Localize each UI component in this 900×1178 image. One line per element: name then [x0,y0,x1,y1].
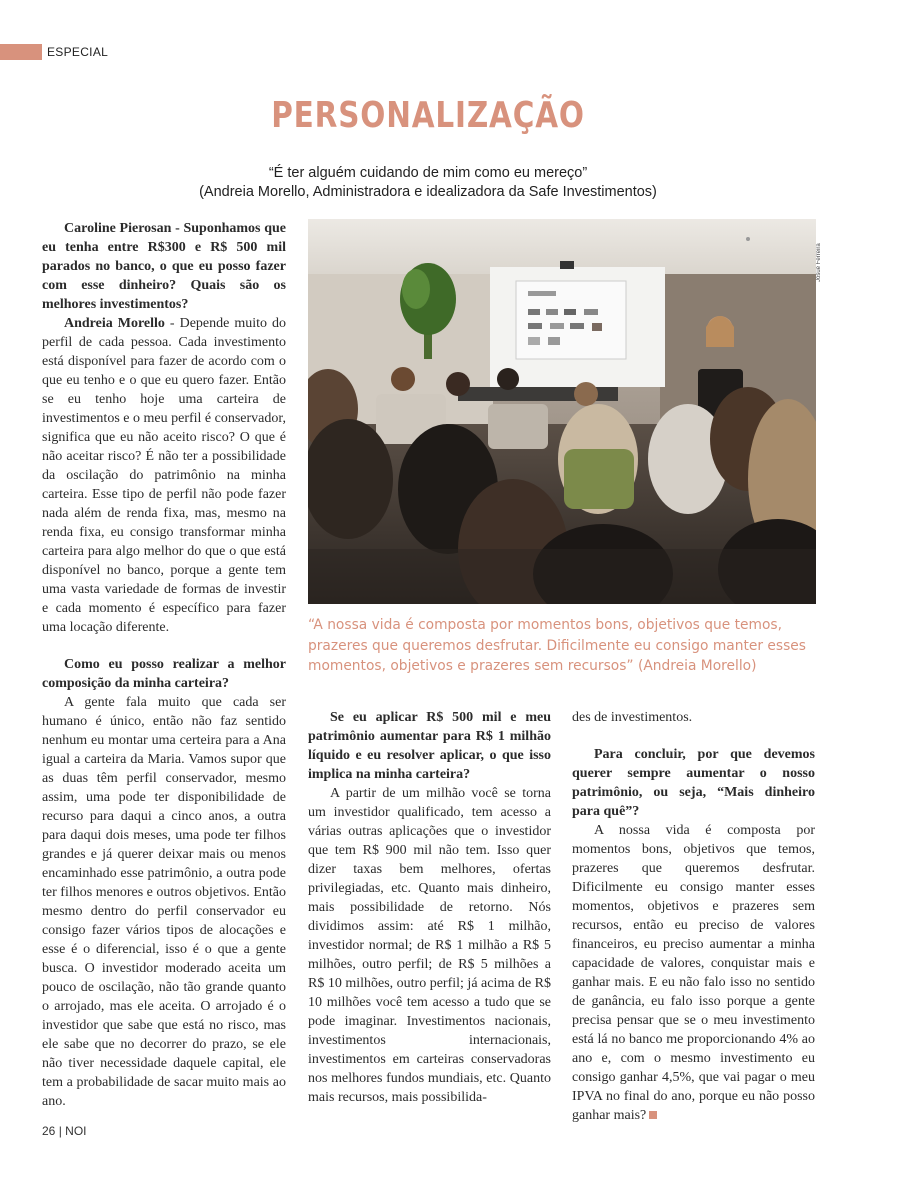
answer-4-text: A nossa vida é composta por momentos bons, objetivos que temos, prazeres que queremos desfrutar. Dificilmente eu consigo manter esses momentos, objetivos e prazeres sem recursos, então eu preciso de valores financeiros, eu preciso aumentar a minha capacidade de valores, conquistar mais e ganhar mais. E eu não falo isso no sentido de ganância, eu falo isso porque a gente precisa pensar que se o meu investimento está lá no banco me proporcionando 4% ao ano e, com o mesmo investimento eu consigo ganhar 4,5%, que vai pagar o meu IPVA no final do ano, porque eu não posso ganhar mais? [572,823,815,1123]
answer-1 [42,314,286,637]
magazine-name: NOI [65,1124,87,1138]
question-1: Caroline Pierosan - Suponhamos que eu tenha entre R$300 e R$ 500 mil parados no banco, o que eu posso fazer com esse dinheiro? Quais são os melhores investimentos? [42,221,286,312]
photo-credit: Josué Ferreira [816,243,822,282]
intro-quote-line: “É ter alguém cuidando de mim como eu mereço” [268,165,588,181]
intro-quote-attribution: (Andreia Morello, Administradora e idealizadora da Safe Investimentos) [199,184,657,200]
article-column-3 [572,708,815,1125]
footer-separator: | [58,1124,62,1138]
page-footer [42,1124,87,1138]
question-3: Se eu aplicar R$ 500 mil e meu patrimônio aumentar para R$ 1 milhão líquido e eu resolver aplicar, o que isso implica na minha carteira? [308,710,551,782]
event-photo [308,219,816,604]
question-4: Para concluir, por que devemos querer sempre aumentar o nosso patrimônio, ou seja, “Mais dinheiro para quê”? [572,747,815,819]
photo-caption: “A nossa vida é composta por momentos bons, objetivos que temos, prazeres que queremos desfrutar. Dificilmente eu consigo manter esses momentos, objetivos e prazeres sem recursos” (Andreia Morello) [308,617,806,674]
answer-1-speaker: Andreia Morello [64,316,165,331]
intro-quote [130,164,726,202]
answer-3: A partir de um milhão você se torna um investidor qualificado, tem acesso a várias outras aplicações que o investidor que tem R$ 900 mil não tem. Isso quer dizer taxas bem melhores, ofertas privilegiadas, etc. Quanto mais dinheiro, mais possibilidade de retorno. Nós dividimos assim: até R$ 1 milhão, investidor normal; de R$ 1 milhão a R$ 5 milhões, outro perfil; de R$ 5 milhões a R$ 10 milhões, outro perfil; já acima de R$ 10 milhões você tem acesso a tudo que se pode imaginar. Investimentos nacionais, investimentos internacionais, investimentos em carteiras conservadoras nos melhores fundos mundiais, etc. Quanto mais recursos, mais possibilida- [308,786,552,1105]
answer-3-continued: des de investimentos. [572,710,693,725]
page-title: PERSONALIZAÇÃO [271,95,585,136]
question-2: Como eu posso realizar a melhor composição da minha carteira? [42,657,286,691]
end-mark-icon [649,1111,657,1119]
page-number: 26 [42,1124,56,1138]
answer-2: A gente fala muito que cada ser humano é único, então não faz sentido nenhum eu montar uma certeira para a Ana igual a carteira da Maria. Vamos supor que as duas têm perfil conservador, mesmo assim, uma pode ter disponibilidade de recurso para daqui a cinco anos, a outra para daqui dois meses, uma pode ter filhos grandes e já querer deixar mais ou menos encaminhado esse patrimônio, a outra pode ter filhos menores e outros objetivos. Então mesmo dentro do perfil conservador eu consigo fazer vários tipos de alocações e esse é o diferencial, isso é o que a gente busca. O investidor moderado aceita um pouco de oscilação, não tão grande quanto o arrojado, mas ele aceita. O arrojado é o investidor que sabe que está no risco, mas ele sabe que no decorrer do prazo, se ele não tiver necessidade daquele capital, ele tem a probabilidade de sacar muito mais ao ano. [42,695,286,1109]
section-label: ESPECIAL [47,45,109,59]
answer-4 [572,821,815,1125]
article-column-2 [308,708,551,1107]
article-column-1 [42,219,286,1111]
answer-1-text: - Depende muito do perfil de cada pessoa. Cada investimento está disponível para fazer de acordo com o que eu tenho e o que eu quero fazer. Então se eu tenho hoje uma carteira de investimentos e o meu perfil é conservador, significa que eu não aceito risco? O que é não aceitar risco? É não ter a possibilidade da oscilação do patrimônio na minha carteira. Esse tipo de perfil não pode fazer nada além de renda fixa, mas, mesmo na renda fixa, eu consigo transformar minha carteira para algo melhor do que o que está disponível no banco, porque a gente tem uma vasta variedade de formas de investir e cada momento é específico para fazer uma locação diferente. [42,316,286,635]
section-color-bar [0,44,42,60]
